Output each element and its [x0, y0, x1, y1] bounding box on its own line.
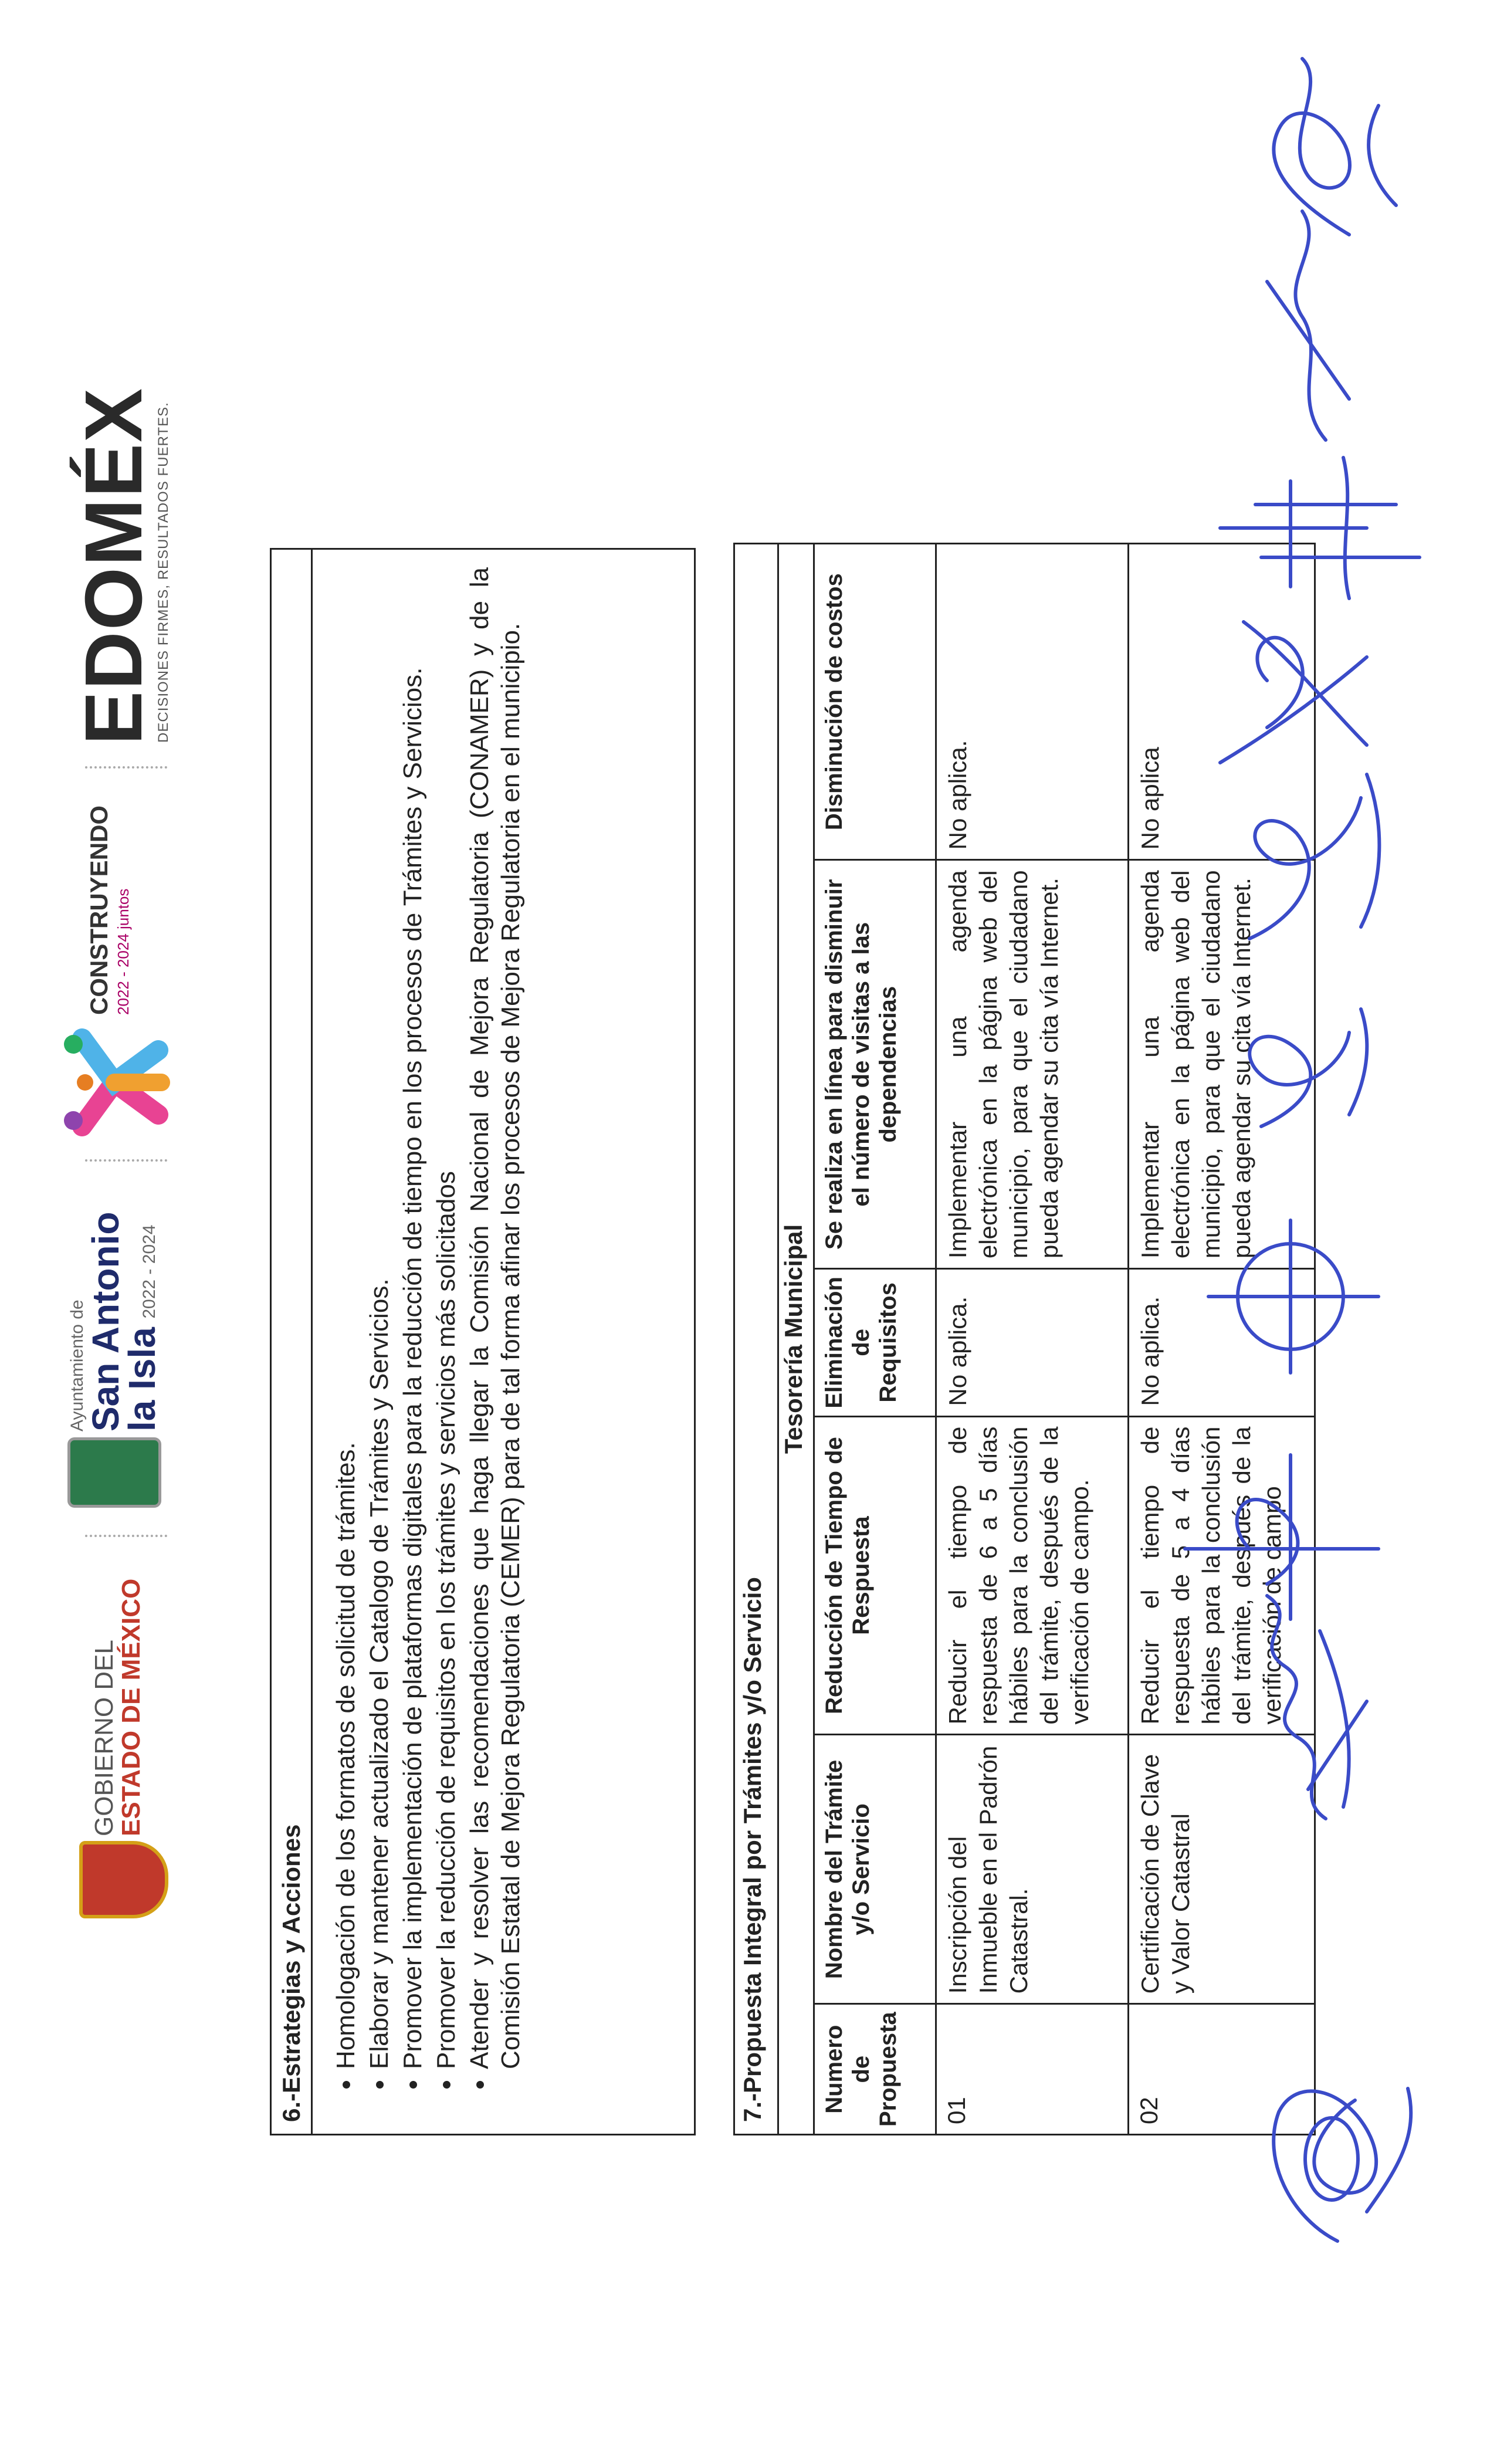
time-reduction: Reducir el tiempo de respuesta de 5 a 4 días hábiles para la conclusión del trámite, después de la verificación de campo [1129, 1416, 1315, 1735]
cost-reduction: No aplica [1129, 544, 1315, 860]
column-header: Se realiza en línea para disminuir el número de visitas a las dependencias [814, 860, 936, 1269]
column-header: Disminución de costos [814, 544, 936, 860]
procedure-name: Certificación de Clave y Valor Catastral [1129, 1735, 1315, 2004]
requirements-elimination: No aplica. [1129, 1269, 1315, 1417]
construyendo-sub: 2022 - 2024 juntos [114, 888, 132, 1015]
list-item: • Promover la implementación de plataformas digitales para la reducción de tiempo en los procesos de Trámites y Servicios. [397, 567, 428, 2069]
signature-7-icon [1220, 622, 1367, 763]
section-6-title: 6.-Estrategias y Acciones [272, 550, 313, 2134]
column-header: Numero de Propuesta [814, 2004, 936, 2135]
ayuntamiento-name1: San Antonio [84, 1211, 127, 1431]
online-option: Implementar una agenda electrónica en la página web del municipio, para que el ciudadano pueda agendar su cita vía Internet. [936, 860, 1129, 1269]
edomex-tagline: DECISIONES FIRMES, RESULTADOS FUERTES. [155, 402, 171, 743]
list-item: • Homologación de los formatos de solicitud de trámites. [330, 567, 361, 2069]
gobierno-line2: ESTADO DE MÉXICO [117, 1578, 145, 1836]
cost-reduction: No aplica. [936, 544, 1129, 860]
signature-10-icon [1274, 59, 1396, 235]
ayuntamiento-small: Ayuntamiento de [67, 1299, 87, 1431]
procedure-name: Inscripción del Inmueble en el Padrón Catastral. [936, 1735, 1129, 2004]
signature-9-icon [1267, 211, 1349, 440]
time-reduction: Reducir el tiempo de respuesta de 6 a 5 días hábiles para la conclusión del trámite, después de la verificación de campo. [936, 1416, 1129, 1735]
requirements-elimination: No aplica. [936, 1269, 1129, 1417]
column-header: Eliminación de Requisitos [814, 1269, 936, 1417]
edomex-wordmark: EDOMÉX [69, 387, 159, 745]
list-item: • Atender y resolver las recomendaciones que haga llegar la Comisión Nacional de Mejora Regulatoria (CONAMER) y de la Comisión Estatal de Mejora Regulatoria (CEMER) para de tal forma afinar los procesos de Mejora Regulatoria en el municipio. [464, 567, 526, 2069]
section-7-title: 7.-Propuesta Integral por Trámites y/o Servicio [734, 544, 778, 2135]
signature-6-icon [1249, 774, 1379, 939]
ayuntamiento-years: 2022 - 2024 [140, 1224, 159, 1319]
list-item: • Promover la reducción de requisitos en los trámites y servicios más solicitados [431, 567, 462, 2069]
proposal-number: 01 [936, 2004, 1129, 2135]
column-header: Nombre del Trámite y/o Servicio [814, 1735, 936, 2004]
online-option: Implementar una agenda electrónica en la página web del municipio, para que el ciudadano pueda agendar su cita vía Internet. [1129, 860, 1315, 1269]
signature-4-icon [1208, 1220, 1379, 1373]
column-header: Reducción de Tiempo de Respuesta [814, 1416, 936, 1735]
signature-1-icon [1274, 2089, 1411, 2241]
ayuntamiento-name2: la Isla [121, 1327, 163, 1431]
signature-3-icon [1185, 1455, 1379, 1619]
list-item: • Elaborar y mantener actualizado el Catalogo de Trámites y Servicios. [364, 567, 395, 2069]
signature-5-icon [1249, 1009, 1367, 1126]
signature-2-icon [1267, 1596, 1367, 1819]
construyendo-text: CONSTRUYENDO [85, 805, 113, 1015]
dependency-name: Tesorería Municipal [778, 544, 814, 2135]
signature-8-icon [1220, 458, 1420, 598]
gobierno-line1: GOBIERNO DEL [90, 1640, 118, 1836]
proposal-number: 02 [1129, 2004, 1315, 2135]
